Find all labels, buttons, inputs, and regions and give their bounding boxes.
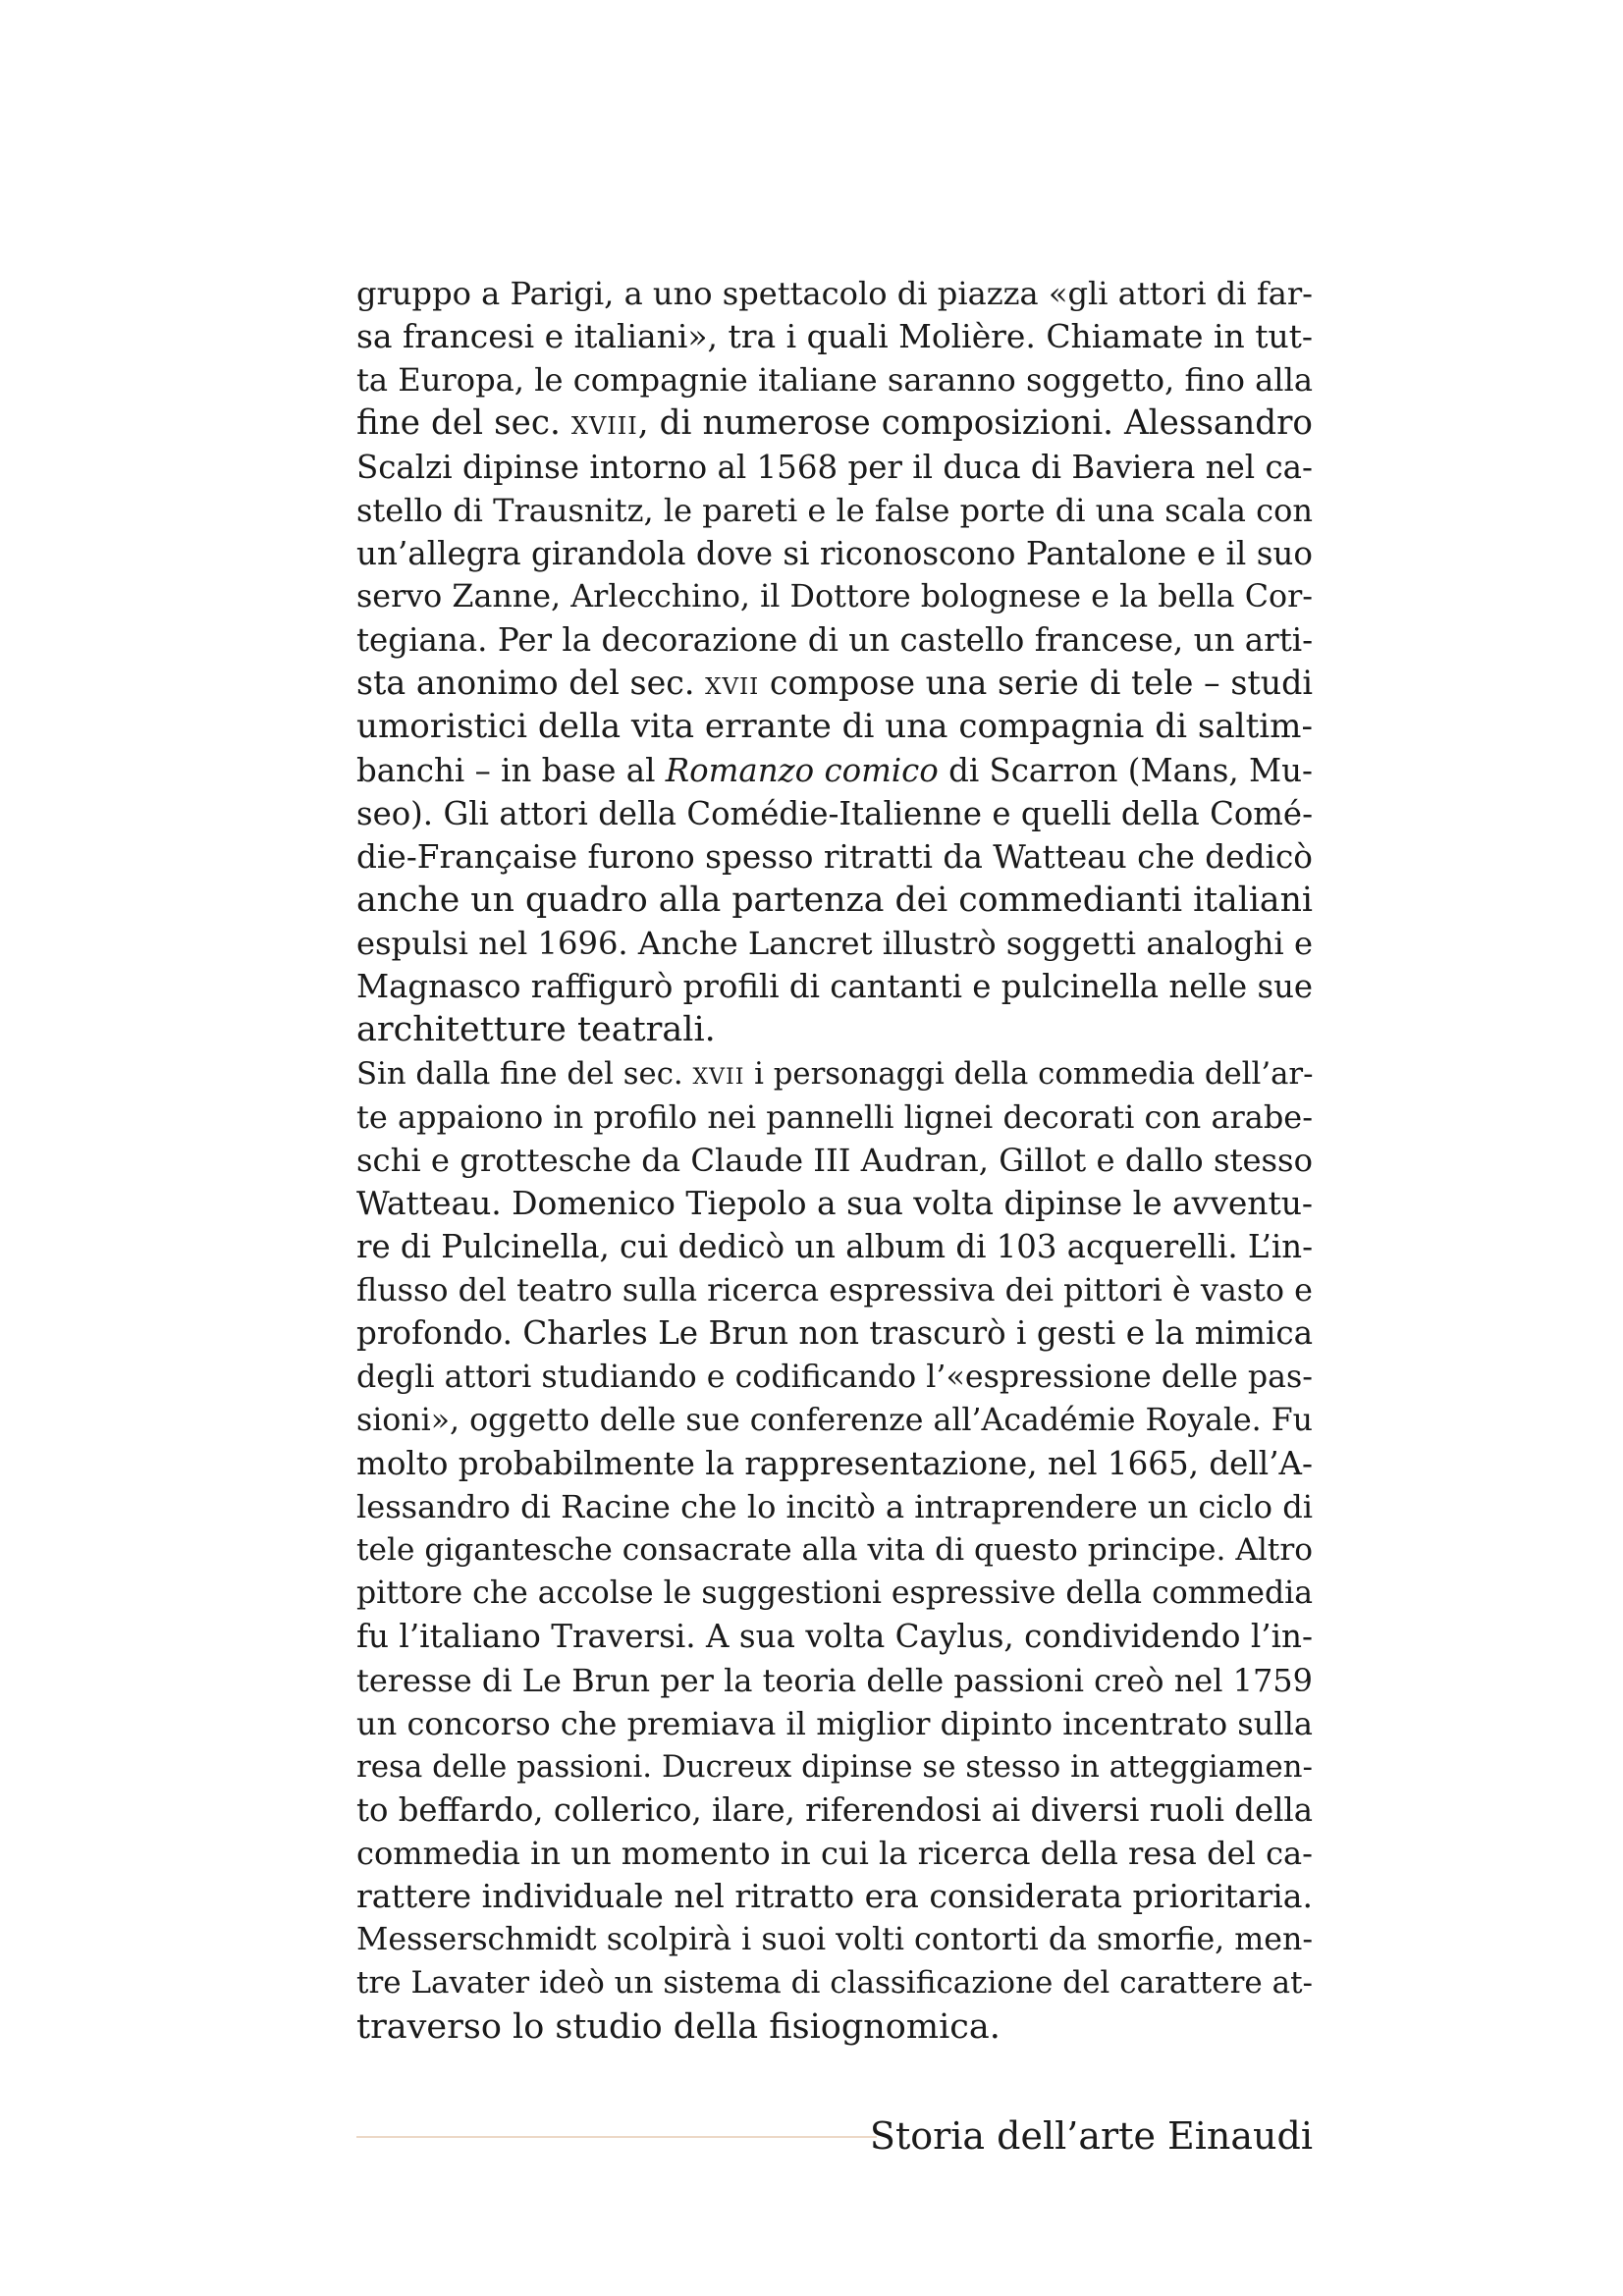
text-line: pittore che accolse le suggestioni espressive della commedia (356, 1575, 1313, 1612)
text-line: Watteau. Domenico Tiepolo a sua volta dipinse le avventu- (356, 1183, 1313, 1222)
text-line: umoristici della vita errante di una compagnia di saltim- (356, 707, 1313, 747)
text-line: fine del sec. xviii, di numerose composizioni. Alessandro (356, 403, 1313, 444)
text-line: degli attori studiando e codificando l’«espressione delle pas- (356, 1359, 1313, 1395)
text-line: un concorso che premiava il miglior dipinto incentrato sulla (356, 1704, 1313, 1742)
text-line: banchi – in base al Romanzo comico di Scarron (Mans, Mu- (356, 751, 1313, 789)
text-line: sta anonimo del sec. xvii compose una serie di tele – studi (356, 664, 1313, 703)
text-line: architetture teatrali. (356, 1010, 716, 1050)
text-line: tele gigantesche consacrate alla vita di questo principe. Altro (356, 1532, 1313, 1569)
text-line: Sin dalla fine del sec. xvii i personaggi della commedia dell’ar- (356, 1055, 1314, 1092)
text-line: resa delle passioni. Ducreux dipinse se stesso in atteggiamen- (356, 1748, 1313, 1785)
text-line: Scalzi dipinse intorno al 1568 per il duca di Baviera nel ca- (356, 448, 1313, 486)
text-line: tegiana. Per la decorazione di un castello francese, un arti- (356, 621, 1314, 660)
text-line: tre Lavater ideò un sistema di classificazione del carattere at- (356, 1965, 1313, 2002)
text-line: molto probabilmente la rappresentazione, nel 1665, dell’A- (356, 1444, 1313, 1482)
text-line: gruppo a Parigi, a uno spettacolo di piazza «gli attori di far- (356, 275, 1313, 312)
text-line: commedia in un momento in cui la ricerca della resa del ca- (356, 1835, 1313, 1873)
text-line: profondo. Charles Le Brun non trascurò i gesti e la mimica (356, 1314, 1313, 1353)
body-text (356, 272, 1313, 2049)
text-line: rattere individuale nel ritratto era considerata prioritaria. (356, 1877, 1313, 1916)
text-line: teresse di Le Brun per la teoria delle passioni creò nel 1759 (356, 1661, 1313, 1699)
text-line: te appaiono in profilo nei pannelli lignei decorati con arabe- (356, 1097, 1313, 1136)
text-line: sa francesi e italiani», tra i quali Molière. Chiamate in tut- (356, 317, 1313, 356)
text-line: Magnasco raffigurò profili di cantanti e pulcinella nelle sue (356, 968, 1314, 1006)
text-line: to beffardo, collerico, ilare, riferendosi ai diversi ruoli della (356, 1790, 1313, 1829)
text-line: fu l’italiano Traversi. A sua volta Caylus, condividendo l’in- (356, 1618, 1313, 1656)
text-line: re di Pulcinella, cui dedicò un album di 103 acquerelli. L’in- (356, 1228, 1313, 1266)
text-line: schi e grottesche da Claude III Audran, Gillot e dallo stesso (356, 1141, 1313, 1179)
text-line: traverso lo studio della fisiognomica. (356, 2006, 1001, 2047)
text-line: sioni», oggetto delle sue conferenze all’Académie Royale. Fu (356, 1402, 1313, 1438)
text-line: lessandro di Racine che lo incitò a intraprendere un ciclo di (356, 1487, 1313, 1525)
footer-title: Storia dell’arte Einaudi (869, 2114, 1313, 2158)
text-line: anche un quadro alla partenza dei commedianti italiani (356, 880, 1313, 920)
text-line: servo Zanne, Arlecchino, il Dottore bolognese e la bella Cor- (356, 578, 1313, 614)
text-line: ta Europa, le compagnie italiane saranno soggetto, fino alla (356, 361, 1313, 400)
text-line: Messerschmidt scolpirà i suoi volti contorti da smorfie, men- (356, 1922, 1313, 1958)
text-line: flusso del teatro sulla ricerca espressiva dei pittori è vasto e (356, 1271, 1313, 1309)
text-line: un’allegra girandola dove si riconoscono Pantalone e il suo (356, 534, 1313, 572)
text-line: seo). Gli attori della Comédie-Italienne e quelli della Comé- (356, 794, 1313, 832)
text-line: stello di Trausnitz, le pareti e le false porte di una scala con (356, 491, 1313, 529)
text-line: die-Française furono spesso ritratti da Watteau che dedicò (356, 837, 1313, 876)
footer-rule (356, 2136, 877, 2138)
text-line: espulsi nel 1696. Anche Lancret illustrò soggetti analoghi e (356, 925, 1313, 963)
